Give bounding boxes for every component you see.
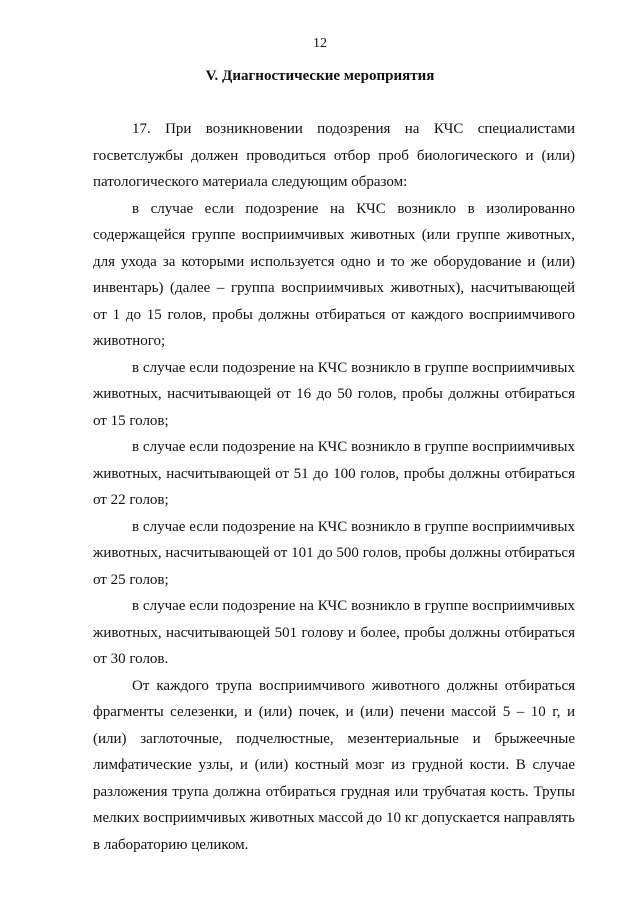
section-title: V. Диагностические мероприятия [205,68,435,84]
paragraph-group-101-500: в случае если подозрение на КЧС возникло в группе восприимчивых животных, насчитывающей от 101 до 500 голов, пробы должны отбираться от 25 голов; [93,518,575,588]
paragraph-group-1-15: в случае если подозрение на КЧС возникло в изолированно содержащейся группе восприимчивых животных (или группе животных, для ухода за которыми используется одно и то же оборудование и (или) инвентарь) (далее – группа восприимчивых животных), насчитывающей от 1 до 15 голов, пробы должны отбираться от каждого восприимчивого животного; [93,200,575,349]
document-body [93,116,575,858]
page-number: 12 [313,36,327,51]
paragraph-group-51-100: в случае если подозрение на КЧС возникло в группе восприимчивых животных, насчитывающей от 51 до 100 голов, пробы должны отбираться от 22 голов; [93,439,575,508]
paragraph-group-16-50: в случае если подозрение на КЧС возникло в группе восприимчивых животных, насчитывающей от 16 до 50 голов, пробы должны отбираться от 15 голов; [93,359,575,429]
paragraph-group-501-plus: в случае если подозрение на КЧС возникло в группе восприимчивых животных, насчитывающей 501 голову и более, пробы должны отбираться от 30 голов. [93,598,575,667]
paragraph-sample-organs: От каждого трупа восприимчивого животного должны отбираться фрагменты селезенки, и (или) почек, и (или) печени массой 5 – 10 г, и (или) заглоточные, подчелюстные, мезентериальные и брыжеечные лимфатические узлы, и (или) костный мозг из грудной кости. В случае разложения трупа должна отбираться грудная или трубчатая кость. Трупы мелких восприимчивых животных массой до 10 кг допускается направлять в лабораторию целиком. [93,677,575,853]
paragraph-17-intro: 17. При возникновении подозрения на КЧС специалистами госветслужбы должен проводиться отбор проб биологического и (или) патологического материала следующим образом: [93,121,575,190]
